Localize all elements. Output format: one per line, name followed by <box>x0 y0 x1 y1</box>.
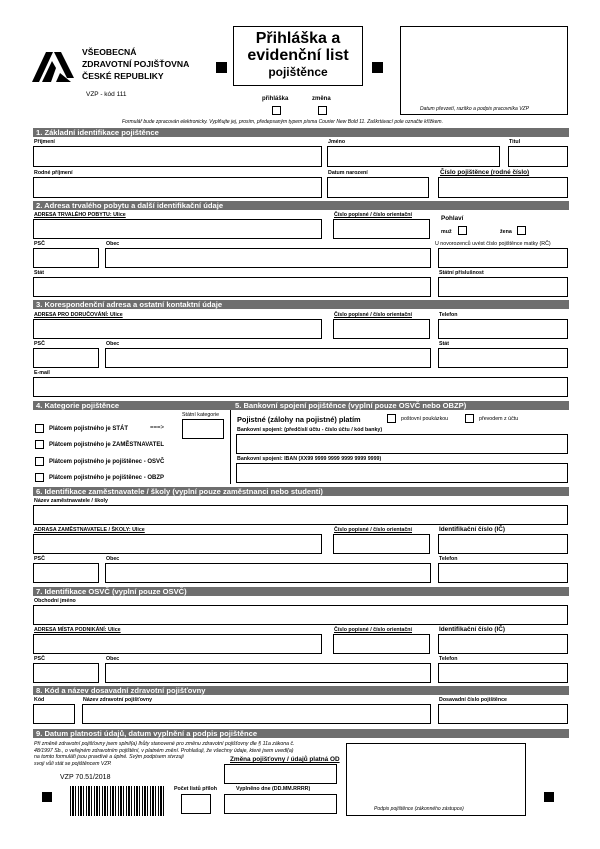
label-jmeno: Jméno <box>328 139 346 145</box>
label-obchodni-jmeno: Obchodní jméno <box>34 598 76 604</box>
section-2-title: 2. Adresa trvalého pobytu a další identifikační údaje <box>33 201 569 210</box>
label-zmena-platna: Změna pojišťovny / údajů platná OD <box>230 756 340 763</box>
input-dorucovani-psc[interactable] <box>33 348 99 368</box>
label-kod-pojistovny: Kód <box>34 697 45 703</box>
input-zmena-platna[interactable] <box>224 764 337 784</box>
input-podnikani-ulice[interactable] <box>33 634 322 654</box>
input-bankovni[interactable] <box>236 434 568 454</box>
label-trvaly-psc: PSČ <box>34 241 45 247</box>
stamp-box[interactable] <box>400 26 568 115</box>
input-vyplneno[interactable] <box>224 794 337 814</box>
input-jmeno[interactable] <box>327 146 500 167</box>
label-dorucovani-cislo: Číslo popisné / číslo orientační <box>334 312 412 318</box>
input-pocet-listu[interactable] <box>181 794 211 814</box>
input-zamestnavatel-nazev[interactable] <box>33 505 568 525</box>
barcode <box>70 786 166 816</box>
label-statni-prislusnost: Státní příslušnost <box>439 270 484 276</box>
section-4-5-divider <box>230 410 231 484</box>
label-trvaly-cislo: Číslo popisné / číslo orientační <box>334 212 412 218</box>
input-dorucovani-ulice[interactable] <box>33 319 322 339</box>
label-zamestnavatel-ulice: ADRASA ZAMĚSTNAVATELE / ŠKOLY: Ulice <box>34 527 145 533</box>
input-telefon[interactable] <box>438 319 568 339</box>
input-podnikani-psc[interactable] <box>33 663 99 683</box>
section-7-title: 7. Identifikace OSVČ (vyplní pouze OSVČ) <box>33 587 569 596</box>
input-prijmeni[interactable] <box>33 146 322 167</box>
section-1-title: 1. Základní identifikace pojištěnce <box>33 128 569 137</box>
label-novorozenci: U novorozenců uvést číslo pojištěnce matky (RČ) <box>435 241 551 247</box>
checkbox-kategorie-stat[interactable] <box>35 424 44 433</box>
org-name-line3: ČESKÉ REPUBLIKY <box>82 71 164 81</box>
section-3-title: 3. Korespondenční adresa a ostatní kontaktní údaje <box>33 300 569 309</box>
label-datum-narozeni: Datum narození <box>328 170 368 176</box>
label-dorucovani-obec: Obec <box>106 341 120 347</box>
label-muz: muž <box>441 229 452 235</box>
input-podnikani-cislo[interactable] <box>333 634 430 654</box>
form-title-line2: evidenční list <box>247 47 349 64</box>
form-title-box <box>233 26 363 86</box>
checkbox-kategorie-zamestnavatel[interactable] <box>35 440 44 449</box>
label-nazev-pojistovny: Název zdravotní pojišťovny <box>83 697 153 703</box>
input-cislo-pojistence[interactable] <box>438 177 568 198</box>
input-statni-kategorie[interactable] <box>182 419 224 439</box>
input-email[interactable] <box>33 377 568 397</box>
corner-mark-bottom-left <box>42 792 52 802</box>
corner-mark-left <box>216 62 227 73</box>
label-bankovni: Bankovní spojení: (předčíslí účtu - číslo účtu / kód banky) <box>237 427 383 433</box>
fill-instruction: Formulář bude zpracován elektronicky. Vyplňujte jej, prosím, předepsaným typem písma Courier New Bold 11. Zaškrtávací pole označte křížkem. <box>122 119 443 125</box>
label-osvc-ic: Identifikační číslo (IČ) <box>439 626 506 633</box>
corner-mark-bottom-right <box>544 792 554 802</box>
input-trvaly-obec[interactable] <box>105 248 431 268</box>
label-podnikani-ulice: ADRESA MÍSTA PODNIKÁNÍ: Ulice <box>34 627 121 633</box>
label-dorucovani-ulice: ADRESA PRO DORUČOVÁNÍ: Ulice <box>34 312 123 318</box>
label-osvc-telefon: Telefon <box>439 656 458 662</box>
label-podnikani-obec: Obec <box>106 656 120 662</box>
input-podnikani-obec[interactable] <box>105 663 431 683</box>
label-zamestnavatel-cislo: Číslo popisné / číslo orientační <box>334 527 412 533</box>
input-zamestnavatel-telefon[interactable] <box>438 563 568 583</box>
corner-mark-right <box>372 62 383 73</box>
declaration-line-3: na tomto formuláři jsou pravdivé a úplné. Svým podpisem stvrzuji <box>34 754 184 760</box>
form-title-line1: Přihláška a <box>255 30 341 47</box>
label-statni-kategorie: Státní kategorie <box>182 412 220 418</box>
label-podnikani-cislo: Číslo popisné / číslo orientační <box>334 627 412 633</box>
label-email: E-mail <box>34 370 50 376</box>
input-zamestnavatel-ic[interactable] <box>438 534 568 554</box>
input-osvc-telefon[interactable] <box>438 663 568 683</box>
label-rodne-prijmeni: Rodné příjmení <box>34 170 73 176</box>
label-pohlavi: Pohlaví <box>441 215 464 222</box>
input-novorozenci[interactable] <box>438 248 568 268</box>
label-dosavadni-cislo: Dosavadní číslo pojištěnce <box>439 697 507 703</box>
label-iban: Bankovní spojení: IBAN (XX99 9999 9999 9999 9999 9999) <box>237 456 382 462</box>
label-zamestnavatel-psc: PSČ <box>34 556 45 562</box>
stamp-caption: Datum převzetí, razítko a podpis pracovníka VZP <box>420 106 529 112</box>
label-kategorie-stat: Plátcem pojistného je STÁT <box>49 426 129 432</box>
input-trvaly-ulice[interactable] <box>33 219 322 239</box>
label-dorucovani-psc: PSČ <box>34 341 45 347</box>
input-dosavadni-cislo[interactable] <box>438 704 568 724</box>
label-zamestnavatel-nazev: Název zaměstnavatele / školy <box>34 498 108 504</box>
checkbox-kategorie-obzp[interactable] <box>35 473 44 482</box>
label-trvaly-obec: Obec <box>106 241 120 247</box>
org-code: VZP - kód 111 <box>86 91 127 98</box>
label-platim: Pojistné (zálohy na pojistné) platím <box>237 415 361 424</box>
label-prevodem: převodem z účtu <box>479 416 519 422</box>
label-trvaly-stat: Stát <box>34 270 45 276</box>
label-pocet-listu: Počet listů příloh <box>174 786 217 792</box>
input-statni-prislusnost[interactable] <box>438 277 568 297</box>
label-podnikani-psc: PSČ <box>34 656 45 662</box>
label-kategorie-osvc: Plátcem pojistného je pojištěnec - OSVČ <box>49 459 165 465</box>
checkbox-zmena[interactable] <box>318 106 327 115</box>
input-iban[interactable] <box>236 463 568 483</box>
label-zamestnavatel-telefon: Telefon <box>439 556 458 562</box>
input-obchodni-jmeno[interactable] <box>33 605 568 625</box>
input-kod-pojistovny[interactable] <box>33 704 75 724</box>
label-dorucovani-stat: Stát <box>439 341 450 347</box>
checkbox-kategorie-osvc[interactable] <box>35 457 44 466</box>
label-trvaly-ulice: ADRESA TRVALÉHO POBYTU: Ulice <box>34 212 126 218</box>
input-rodne-prijmeni[interactable] <box>33 177 322 198</box>
label-titul: Titul <box>509 139 521 145</box>
input-trvaly-stat[interactable] <box>33 277 431 297</box>
label-zmena: změna <box>312 96 331 102</box>
label-zamestnavatel-ic: Identifikační číslo (IČ) <box>439 526 506 533</box>
form-title-line3: pojištěnce <box>268 65 328 79</box>
label-zamestnavatel-obec: Obec <box>106 556 120 562</box>
section-5-title: 5. Bankovní spojení pojištěnce (vyplní pouze OSVČ nebo OBZP) <box>235 401 467 410</box>
input-dorucovani-obec[interactable] <box>105 348 431 368</box>
checkbox-postovni[interactable] <box>387 414 396 423</box>
input-zamestnavatel-psc[interactable] <box>33 563 99 583</box>
declaration-line-2: 48/1997 Sb., o veřejném zdravotním pojištění, v platném znění. Prohlašuji, že všechny údaje, které jsem uvedl(a) <box>34 747 294 754</box>
input-trvaly-psc[interactable] <box>33 248 99 268</box>
declaration-line-1: Při změně zdravotní pojišťovny jsem splnil(a) lhůty stanovené pro změnu zdravotní pojišťovny dle § 11a zákona č. <box>34 741 295 747</box>
label-zena: žena <box>500 229 512 235</box>
label-vyplneno: Vyplněno dne (DD.MM.RRRR) <box>236 786 311 792</box>
section-4-title: 4. Kategorie pojištěnce <box>36 401 120 410</box>
declaration-line-4: svoji vůli stát se pojištěncem VZP. <box>34 760 112 767</box>
form-code: VZP 70.51/2018 <box>60 774 111 781</box>
org-name-line2: ZDRAVOTNÍ POJIŠŤOVNA <box>82 59 190 69</box>
input-dorucovani-stat[interactable] <box>438 348 568 368</box>
input-zamestnavatel-ulice[interactable] <box>33 534 322 554</box>
checkbox-prihlaska[interactable] <box>272 106 281 115</box>
input-zamestnavatel-obec[interactable] <box>105 563 431 583</box>
label-prijmeni: Příjmení <box>34 139 55 145</box>
section-6-title: 6. Identifikace zaměstnavatele / školy (vyplní pouze zaměstnanci nebo studenti) <box>33 487 569 496</box>
input-nazev-pojistovny[interactable] <box>82 704 431 724</box>
label-cislo-pojistence: Číslo pojištěnce (rodné číslo) <box>440 169 530 176</box>
org-name-line1: VŠEOBECNÁ <box>82 47 137 57</box>
label-telefon: Telefon <box>439 312 458 318</box>
input-zamestnavatel-cislo[interactable] <box>333 534 430 554</box>
label-prihlaska: přihláška <box>262 96 289 102</box>
input-titul[interactable] <box>508 146 568 167</box>
vzp-logo <box>30 48 76 84</box>
checkbox-zena[interactable] <box>517 226 526 235</box>
label-postovni: poštovní poukázkou <box>401 416 449 422</box>
input-osvc-ic[interactable] <box>438 634 568 654</box>
signature-caption: Podpis pojištěnce (zákonného zástupce) <box>374 806 464 812</box>
label-kategorie-zamestnavatel: Plátcem pojistného je ZAMĚSTNAVATEL <box>49 442 165 448</box>
input-trvaly-cislo[interactable] <box>333 219 430 239</box>
checkbox-prevodem[interactable] <box>465 414 474 423</box>
input-datum-narozeni[interactable] <box>327 177 429 198</box>
input-dorucovani-cislo[interactable] <box>333 319 430 339</box>
arrow-icon: ===> <box>150 425 165 431</box>
label-kategorie-obzp: Plátcem pojistného je pojištěnec - OBZP <box>49 475 165 481</box>
checkbox-muz[interactable] <box>458 226 467 235</box>
section-8-title: 8. Kód a název dosavadní zdravotní pojišťovny <box>33 686 569 695</box>
section-9-title: 9. Datum platnosti údajů, datum vyplnění a podpis pojištěnce <box>33 729 569 738</box>
